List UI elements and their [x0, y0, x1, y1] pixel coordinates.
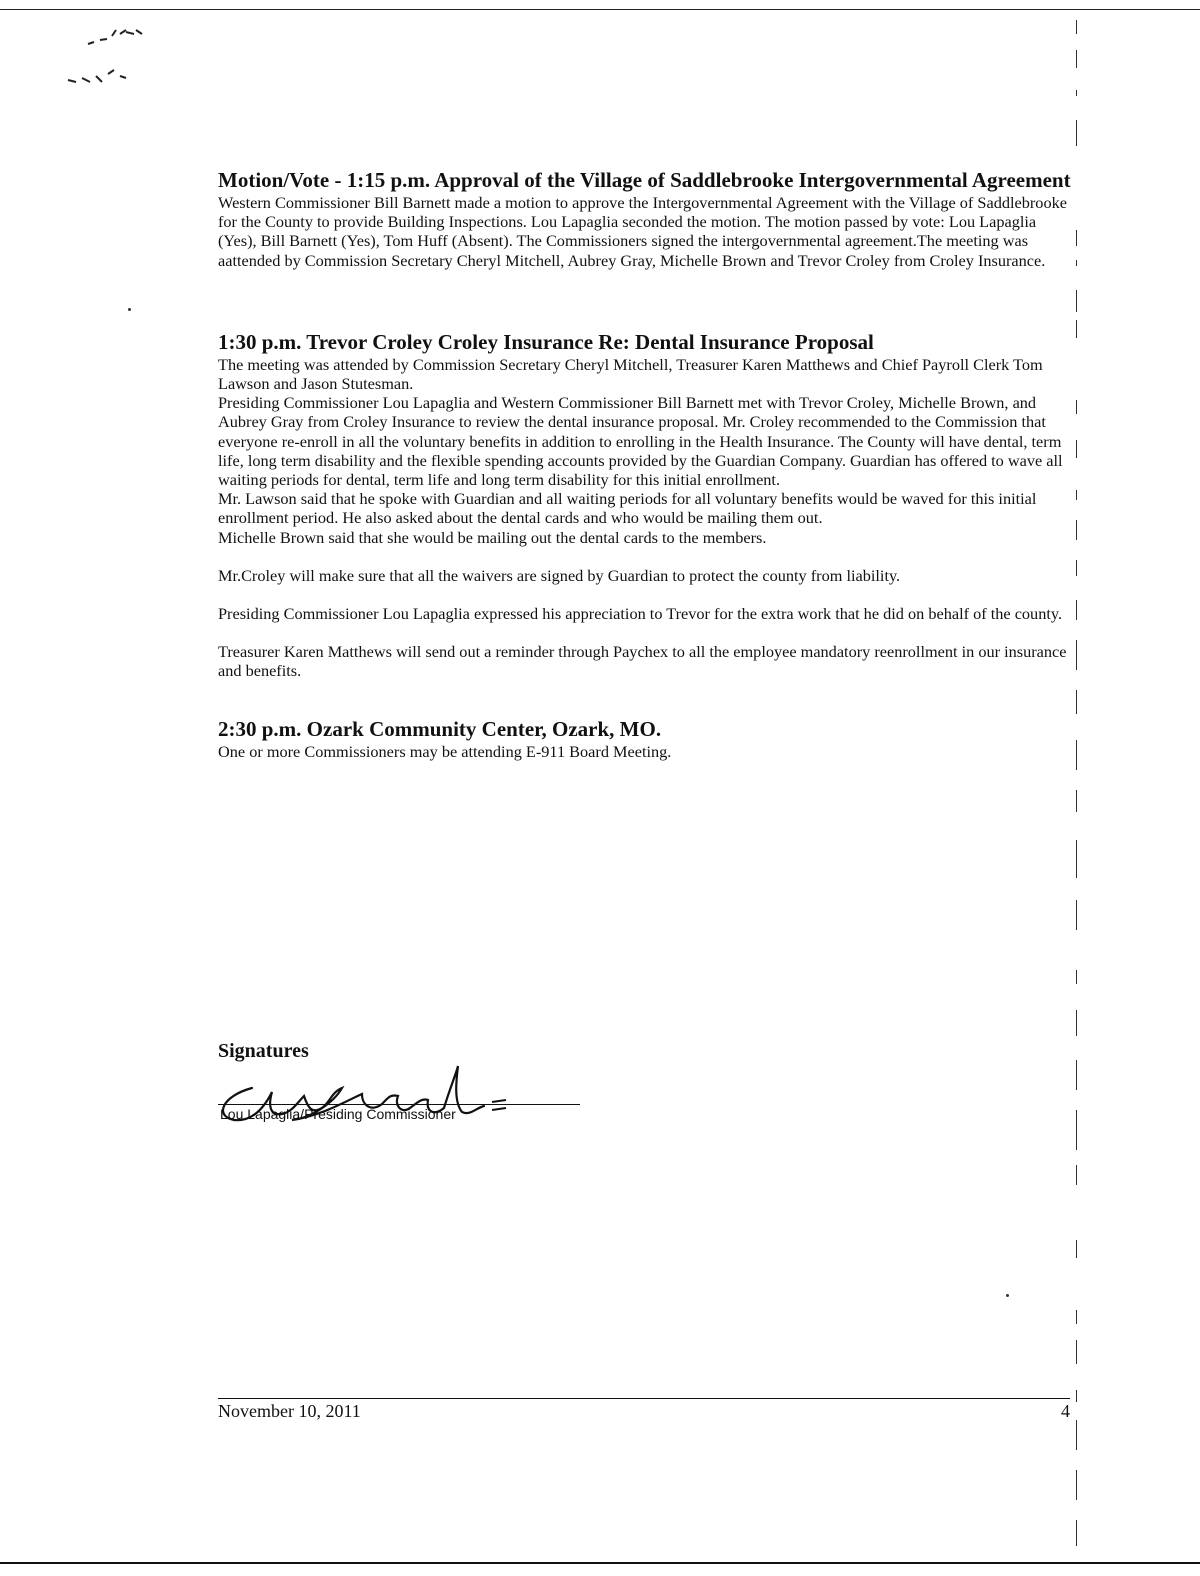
- section-heading: 2:30 p.m. Ozark Community Center, Ozark, MO.: [218, 716, 662, 741]
- footer-date: November 10, 2011: [218, 1401, 361, 1421]
- page-footer: [218, 1398, 1070, 1421]
- section-ozark-community-center: [218, 717, 1073, 761]
- section-paragraph: Presiding Commissioner Lou Lapaglia and Western Commissioner Bill Barnett met with Trevor Croley, Michelle Brown, and Aubrey Gray from Croley Insurance to review the dental insurance proposal. Mr. Croley recommended to the Commission that everyone re-enroll in all the voluntary benefits in addition to enrolling in the Health Insurance. The County will have dental, term life, long term disability and the flexible spending accounts provided by the Guardian Company. Guardian has offered to wave all waiting periods for dental, term life and long term disability for this initial enrollment.: [218, 393, 1063, 490]
- scan-edge-right-marks: [1076, 20, 1082, 1550]
- section-heading: Motion/Vote - 1:15 p.m. Approval of the Village of Saddlebrooke Intergovernmental Agreement: [218, 168, 1071, 192]
- section-paragraph: Mr.Croley will make sure that all the waivers are signed by Guardian to protect the county from liability.: [218, 565, 901, 585]
- signature-block: [218, 1040, 588, 1122]
- section-saddlebrooke-agreement: [218, 168, 1073, 270]
- section-paragraph: Mr. Lawson said that he spoke with Guardian and all waiting periods for all voluntary benefits would be waved for this initial enrollment period. He also asked about the dental cards and who would be mailing them out.: [218, 489, 1037, 528]
- document-body: [218, 168, 1073, 761]
- section-paragraph: The meeting was attended by Commission Secretary Cheryl Mitchell, Treasurer Karen Matthews and Chief Payroll Clerk Tom Lawson and Jason Stutesman.: [218, 354, 1043, 394]
- section-paragraph: Western Commissioner Bill Barnett made a motion to approve the Intergovernmental Agreement with the Village of Saddlebrooke for the County to provide Building Inspections. Lou Lapaglia seconded the motion. The motion passed by vote: Lou Lapaglia (Yes), Bill Barnett (Yes), Tom Huff (Absent). The Commissioners signed the intergovernmental agreement.The meeting was aattended by Commission Secretary Cheryl Mitchell, Aubrey Gray, Michelle Brown and Trevor Croley from Croley Insurance.: [218, 193, 1067, 270]
- scan-edge-top: [0, 0, 1200, 10]
- section-paragraph: One or more Commissioners may be attending E-911 Board Meeting.: [218, 741, 672, 761]
- section-paragraph: Treasurer Karen Matthews will send out a reminder through Paychex to all the employee mandatory reenrollment in our insurance and benefits.: [218, 642, 1067, 681]
- signature-title: Signatures: [218, 1040, 309, 1062]
- section-paragraph: Michelle Brown said that she would be mailing out the dental cards to the members.: [218, 527, 767, 547]
- stray-marks-icon: [60, 28, 180, 98]
- scan-edge-bottom: [0, 1562, 1200, 1576]
- stray-dot: [1006, 1294, 1009, 1297]
- signature-caption: Lou Lapaglia/Presiding Commissioner: [220, 1106, 456, 1122]
- page-number: 4: [1061, 1401, 1070, 1421]
- section-dental-insurance: [218, 330, 1073, 681]
- section-paragraph: Presiding Commissioner Lou Lapaglia expressed his appreciation to Trevor for the extra work that he did on behalf of the county.: [218, 604, 1063, 624]
- section-heading: 1:30 p.m. Trevor Croley Croley Insurance Re: Dental Insurance Proposal: [218, 329, 874, 354]
- signature-line: [218, 1104, 580, 1105]
- stray-dot: [128, 308, 131, 311]
